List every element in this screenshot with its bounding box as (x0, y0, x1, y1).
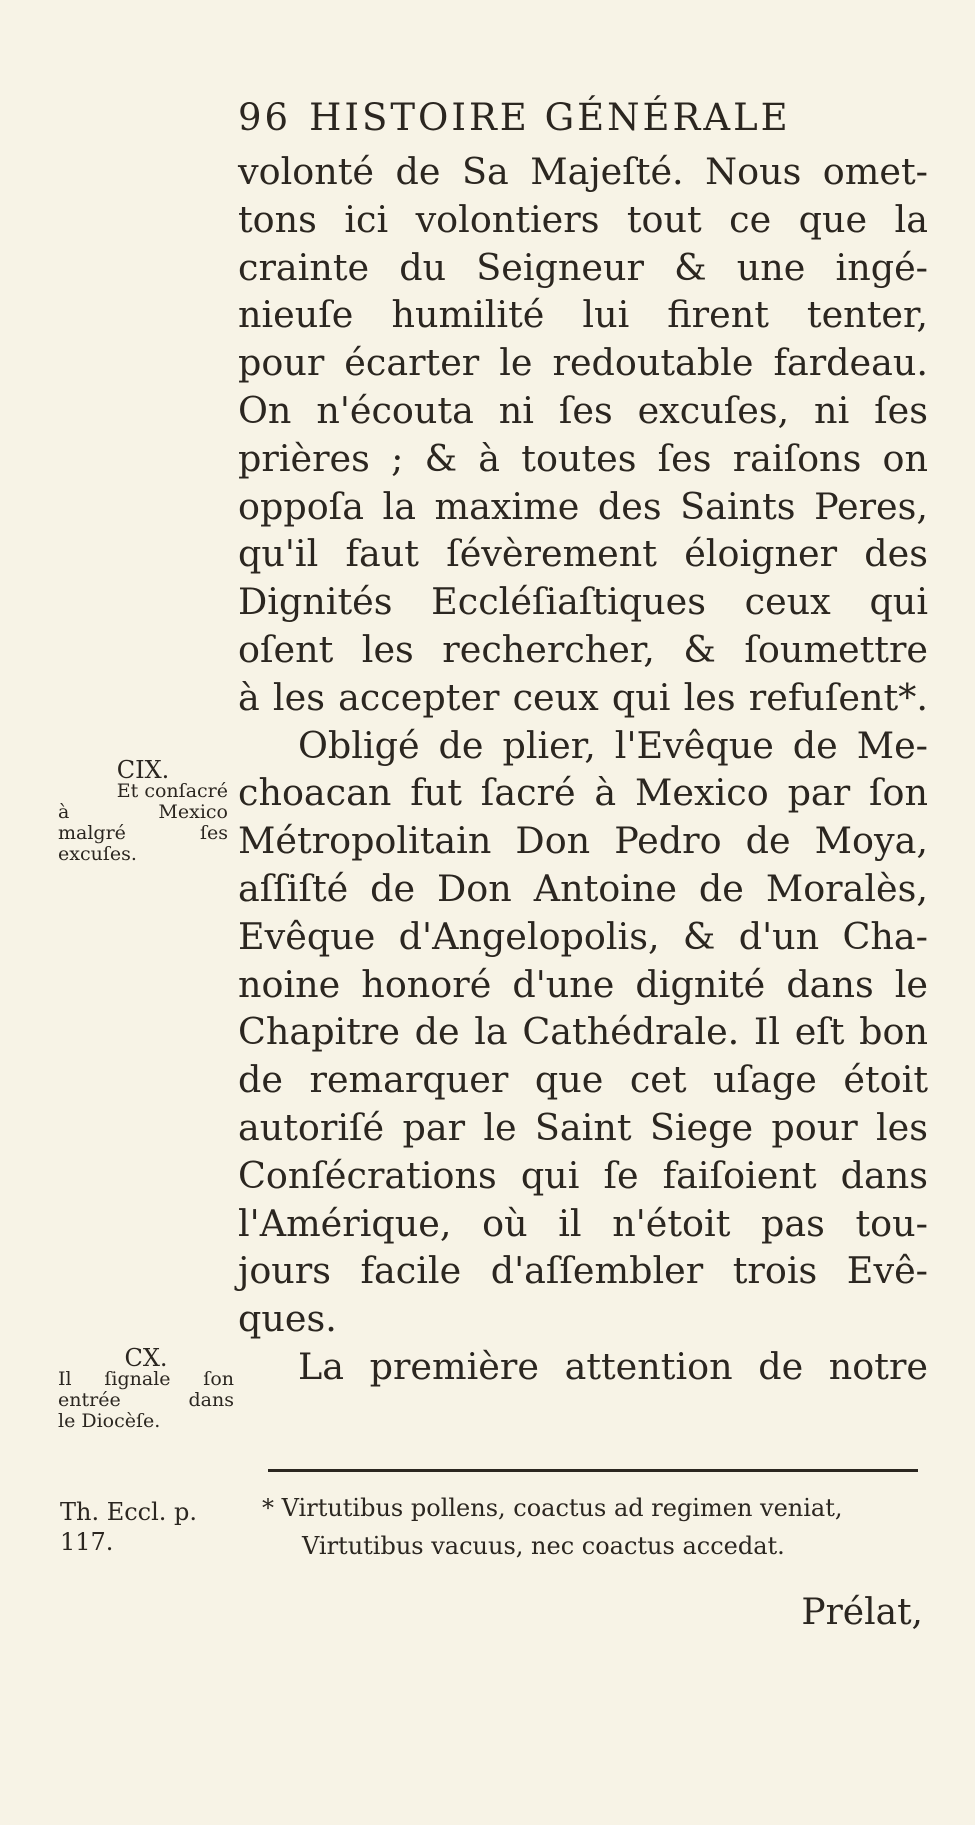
text-line: aſſiſté de Don Antoine de Moralès, (238, 866, 928, 910)
page-number: 96 (238, 96, 292, 139)
text-line: l'Amérique, où il n'étoit pas tou- (238, 1201, 928, 1245)
text-line: pour écarter le redoutable fardeau. (238, 341, 928, 385)
text-line: oppoſa la maxime des Saints Peres, (238, 484, 928, 528)
text-line: oſent les rechercher, & ſoumettre (238, 627, 928, 671)
running-title: HISTOIRE GÉNÉRALE (309, 96, 791, 139)
footnote-line: Virtutibus vacuus, nec coactus accedat. (302, 1532, 785, 1560)
footnote-rule (268, 1469, 918, 1472)
margin-note-line: excuſes. (58, 843, 137, 865)
catchword: Prélat, (801, 1592, 923, 1633)
text-line: volonté de Sa Majeſté. Nous omet- (238, 150, 928, 193)
footnote (262, 1489, 932, 1565)
margin-note-line: à Mexico (58, 801, 228, 823)
text-line: nieuſe humilité lui firent tenter, (238, 293, 928, 337)
margin-note-cx (58, 1344, 234, 1432)
margin-note-line: le Diocèſe. (58, 1410, 161, 1432)
text-line: Dignités Eccléſiaſtiques ceux qui (238, 580, 928, 624)
main-text-block (238, 148, 928, 1391)
text-line: La première attention de notre (298, 1344, 928, 1388)
footnote-reference-line: Th. Eccl. p. (60, 1498, 198, 1526)
text-line: qu'il faut ſévèrement éloigner des (238, 532, 928, 576)
margin-note-line: entrée dans (58, 1389, 234, 1411)
margin-note-heading: CX. (124, 1344, 168, 1372)
running-header (238, 96, 791, 139)
text-line: de remarquer que cet uſage étoit (238, 1058, 928, 1102)
margin-note-line: Et conſacré (116, 780, 228, 802)
footnote-line: * Virtutibus pollens, coactus ad regimen veniat, (262, 1494, 843, 1522)
text-line: crainte du Seigneur & une ingé- (238, 245, 928, 289)
footnote-reference-line: 117. (60, 1528, 114, 1556)
margin-note-heading: CIX. (116, 756, 170, 784)
text-line: Chapitre de la Cathédrale. Il eſt bon (238, 1010, 928, 1054)
text-line: noine honoré d'une dignité dans le (238, 962, 928, 1006)
margin-note-line: Il ſignale ſon (58, 1368, 234, 1390)
text-line: choacan fut ſacré à Mexico par ſon (238, 771, 928, 815)
text-line: à les accepter ceux qui les refuſent*. (238, 675, 928, 719)
text-line: prières ; & à toutes ſes raiſons on (238, 436, 928, 480)
text-line: Evêque d'Angelopolis, & d'un Cha- (238, 914, 928, 958)
text-line: On n'écouta ni ſes excuſes, ni ſes (238, 388, 928, 432)
text-line: autoriſé par le Saint Siege pour les (238, 1105, 928, 1149)
margin-note-line: malgré ſes (58, 822, 228, 844)
text-line: ques. (238, 1297, 337, 1341)
text-line: jours facile d'aſſembler trois Evê- (238, 1249, 928, 1293)
text-line: Conſécrations qui ſe faiſoient dans (238, 1153, 928, 1197)
text-line: tons ici volontiers tout ce que la (238, 197, 928, 241)
text-line: Obligé de plier, l'Evêque de Me- (298, 723, 928, 767)
footnote-reference (60, 1497, 197, 1557)
margin-note-cix (58, 756, 228, 865)
text-line: Métropolitain Don Pedro de Moya, (238, 819, 928, 863)
